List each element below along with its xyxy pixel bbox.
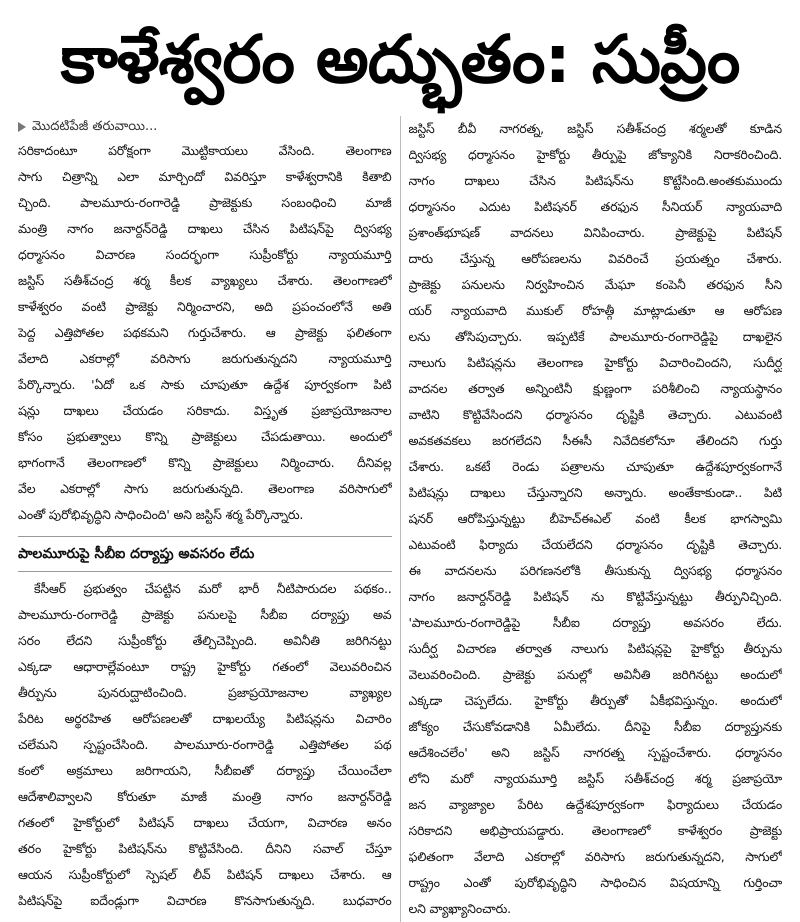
left-paragraph-1 bbox=[18, 138, 392, 528]
text-line: అవకతవకలు జరగలేదని సీఈసీ నివేదికలోనూ తేలిందని గుర్తు bbox=[408, 433, 782, 448]
article-columns bbox=[18, 116, 782, 922]
left-column bbox=[18, 116, 392, 922]
text-line: కాళేశ్వరం వంటి ప్రాజెక్టు నిర్మించారని, అది ప్రపంచంలోనే అతి bbox=[18, 299, 392, 314]
text-line: నాగం దాఖలు చేసిన పిటిషన్‌ను కొట్టేసింది.అంతకుముందు bbox=[408, 173, 782, 188]
text-line: జోక్యం చేసుకోవడానికి ఏమీలేదు. దీనిపై సీబీఐ దర్యాప్తునకు bbox=[408, 719, 782, 734]
text-line: సాగు చిత్రాన్ని ఎలా మార్చిందో వివరిస్తూ కాళేశ్వరానికి కితాబి bbox=[18, 169, 392, 184]
text-line: సరికాదంటూ పరోక్షంగా మొట్టికాయలు వేసింది. తెలంగాణ bbox=[18, 143, 392, 158]
text-line: ప్రశాంత్‌భూషణ్ వాదనలు వినిపించారు. ప్రాజెక్టుపై పిటిషన్ bbox=[408, 225, 782, 240]
text-line: సరికాదని అభిప్రాయపడ్డారు. తెలంగాణలో కాళేశ్వరం ప్రాజెక్టు bbox=[408, 823, 782, 838]
text-line: ఈ వాదనలను పరిగణనలోకి తీసుకున్న ద్విసభ్య ధర్మాసనం bbox=[408, 563, 782, 578]
text-line: వెలువరించింది. ప్రాజెక్టు పనుల్లో అవినీతి జరిగినట్టు అందులో bbox=[408, 667, 782, 682]
text-line: రాష్ట్రం ఎంతో పురోభివృద్ధిని సాధించిన విషయాన్ని గుర్తించా bbox=[408, 875, 782, 890]
text-line: ఆయన సుప్రీంకోర్టులో స్పెషల్ లీవ్ పిటిషన్ దాఖలు చేశారు. ఆ bbox=[18, 867, 392, 882]
text-line: జస్టిస్ సతీశ్‌చంద్ర శర్మ కీలక వ్యాఖ్యలు చేశారు. తెలంగాణలో bbox=[18, 273, 392, 288]
text-line: చేశారు. ఒకటే రెండు పత్రాలను చూపుతూ ఉద్దేశపూర్వకంగానే bbox=[408, 459, 782, 474]
text-line: భాగంగానే తెలంగాణలో కొన్ని ప్రాజెక్టులు నిర్మించారు. దీనివల్ల bbox=[18, 455, 392, 470]
text-line: తీర్పును పునరుద్ఘాటించింది. ప్రజాప్రయోజనాల వ్యాఖ్యల bbox=[18, 685, 392, 700]
text-line: వాటిని కొట్టివేసిందని ధర్మాసనం దృష్టికి తెచ్చారు. ఎటువంటి bbox=[408, 407, 782, 422]
text-line: పేర్కొన్నారు. 'ఏదో ఒక సాకు చూపుతూ ఉద్దేశ పూర్వకంగా పిటి bbox=[18, 377, 392, 392]
text-line: లను తోసిపుచ్చారు. ఇప్పటికే పాలమూరు-రంగారెడ్డిపై దాఖలైన bbox=[408, 329, 782, 344]
text-line: కంలో అక్రమాలు జరిగాయని, సీబీఐతో దర్యాప్తు చేయించేలా bbox=[18, 763, 392, 778]
text-line: ఆదేశాలివ్వాలని కోరుతూ మాజీ మంత్రి నాగం జనార్దన్‌రెడ్డి bbox=[18, 789, 392, 804]
text-line: వేల ఎకరాల్లో సాగు జరుగుతున్నది. తెలంగాణ వరిసాగులో bbox=[18, 481, 392, 496]
text-line: ఎటువంటి ఫిర్యాదు చేయలేదని ధర్మాసనం దృష్టికి తెచ్చారు. bbox=[408, 537, 782, 552]
text-line: ఆదేశించలేం' అని జస్టిస్ నాగరత్న స్పష్టంచేశారు. ధర్మాసనం bbox=[408, 745, 782, 760]
text-line: వేలాది ఎకరాల్లో వరిసాగు జరుగుతున్నదని న్యాయమూర్తి bbox=[18, 351, 392, 366]
text-line: ఎక్కడా చెప్పలేదు. హైకోర్టు తీర్పుతో ఏకీభవిస్తున్నం. అందులో bbox=[408, 693, 782, 708]
text-line: ధర్మాసనం విచారణ సందర్భంగా సుప్రీంకోర్టు న్యాయమూర్తి bbox=[18, 247, 392, 262]
text-line: కోసం ప్రభుత్వాలు కొన్ని ప్రాజెక్టులు చేపడుతాయి. అందులో bbox=[18, 429, 392, 444]
text-line: జస్టిస్ బీవీ నాగరత్న, జస్టిస్ సతీశ్‌చంద్ర శర్మలతో కూడిన bbox=[408, 121, 782, 136]
right-column bbox=[400, 116, 783, 922]
text-line: చ్చింది. పాలమూరు-రంగారెడ్డి ప్రాజెక్టుకు సంబంధించి మాజీ bbox=[18, 195, 392, 210]
text-line: ధర్మాసనం ఎదుట పిటిషనర్ తరఫున సీనియర్ న్యాయవాది bbox=[408, 199, 782, 214]
text-line: పిటిషన్‌పై ఐదేండ్లుగా విచారణ కొనసాగుతున్నది. బుధవారం bbox=[18, 893, 392, 908]
text-line: ఎంతో పురోభివృద్ధిని సాధించింది' అని జస్టిస్ శర్మ పేర్కొన్నారు. bbox=[18, 507, 304, 522]
text-line: ప్రాజెక్టు పనులను నిర్వహించిన మేఘా కంపెనీ తరఫున సీని bbox=[408, 277, 782, 292]
text-line: గతంలో హైకోర్టులో పిటిషన్ దాఖలు చేయగా, విచారణ అనం bbox=[18, 815, 392, 830]
text-line: షనర్ ఆరోపిస్తున్నట్టు బీహెచ్ఈఎల్ వంటి కీలక భాగస్వామి bbox=[408, 511, 782, 526]
text-line: యర్ న్యాయవాది ముకుల్ రోహత్గీ మాట్లాడుతూ ఆ ఆరోపణ bbox=[408, 303, 782, 318]
text-line: నాలుగు పిటిషన్లను తెలంగాణ హైకోర్టు విచారించిందని, సుదీర్ఘ bbox=[408, 355, 782, 370]
text-line: కేసీఆర్ ప్రభుత్వం చేపట్టిన మరో భారీ నీటిపారుదల పథకం.. bbox=[34, 581, 392, 596]
text-line: వాదనల తర్వాత అన్నింటినీ క్షుణ్ణంగా పరిశీలించి న్యాయస్థానం bbox=[408, 381, 782, 396]
text-line: పెద్ద ఎత్తిపోతల పథకమని గుర్తుచేశారు. ఆ ప్రాజెక్టు ఫలితంగా bbox=[18, 325, 392, 340]
text-line: పాలమూరు-రంగారెడ్డి ప్రాజెక్టు పనులపై సీబీఐ దర్యాప్తు అవ bbox=[18, 607, 392, 622]
headline: కాళేశ్వరం అద్భుతం: సుప్రీం bbox=[60, 21, 740, 98]
text-line: పేరిట అర్థరహిత ఆరోపణలతో దాఖలయ్యే పిటిషన్లను విచారిం bbox=[18, 711, 392, 726]
text-line: ద్విసభ్య ధర్మాసనం హైకోర్టు తీర్పుపై జోక్యానికి నిరాకరించింది. bbox=[408, 147, 782, 162]
text-line: దారు చేస్తున్న ఆరోపణలను వివరించే ప్రయత్నం చేశారు. bbox=[408, 251, 782, 266]
text-line: తరం హైకోర్టు పిటిషన్‌ను కొట్టివేసింది. దీనిని సవాల్ చేస్తూ bbox=[18, 841, 392, 856]
text-line: జన వ్యాజ్యాల పేరిట ఉద్దేశపూర్వకంగా ఫిర్యాదులు చేయడం bbox=[408, 797, 782, 812]
text-line: లోని మరో న్యాయమూర్తి జస్టిస్ సతీశ్‌చంద్ర శర్మ ప్రజాప్రయో bbox=[408, 771, 782, 786]
text-line: పిటిషన్లు దాఖలు చేస్తున్నారని అన్నారు. అంతేకాకుండా.. పిటి bbox=[408, 485, 782, 500]
continued-from-front-page bbox=[18, 116, 392, 138]
continued-label: మొదటిపేజీ తరువాయి... bbox=[32, 119, 158, 134]
text-line: లని వ్యాఖ్యానించారు. bbox=[408, 901, 511, 916]
text-line: ఫలితంగా వేలాది ఎకరాల్లో వరిసాగు జరుగుతున్నదని, సాగులో bbox=[408, 849, 782, 864]
text-line: నాగం జనార్దన్‌రెడ్డి పిటిషన్ ను కొట్టివేస్తున్నట్టు తీర్పునిచ్చింది. bbox=[408, 589, 782, 604]
text-line: 'పాలమూరు-రంగారెడ్డిపై సీబీఐ దర్యాప్తు అవసరం లేదు. bbox=[408, 615, 782, 630]
triangle-arrow-icon bbox=[18, 122, 26, 132]
text-line: షన్లు దాఖలు చేయడం సరికాదు. విస్తృత ప్రజాప్రయోజనాల bbox=[18, 403, 392, 418]
subheading: పాలమూరుపై సీబీఐ దర్యాప్తు అవసరం లేదు bbox=[18, 536, 392, 572]
text-line: సుదీర్ఘ విచారణ తర్వాత నాలుగు పిటిషన్లపై హైకోర్టు తీర్పును bbox=[408, 641, 782, 656]
text-line: ఎక్కడా ఆధారాల్లేవంటూ రాష్ట్ర హైకోర్టు గతంలో వెలువరించిన bbox=[18, 659, 392, 674]
text-line: సరం లేదని సుప్రీంకోర్టు తేల్చిచెప్పింది. అవినీతి జరిగినట్టు bbox=[18, 633, 392, 648]
text-line: చలేమని స్పష్టంచేసింది. పాలమూరు-రంగారెడ్డి ఎత్తిపోతల పథ bbox=[18, 737, 392, 752]
text-line: మంత్రి నాగం జనార్దన్‌రెడ్డి దాఖలు చేసిన పిటిషన్‌పై ద్విసభ్య bbox=[18, 221, 392, 236]
left-paragraph-2 bbox=[18, 576, 392, 914]
